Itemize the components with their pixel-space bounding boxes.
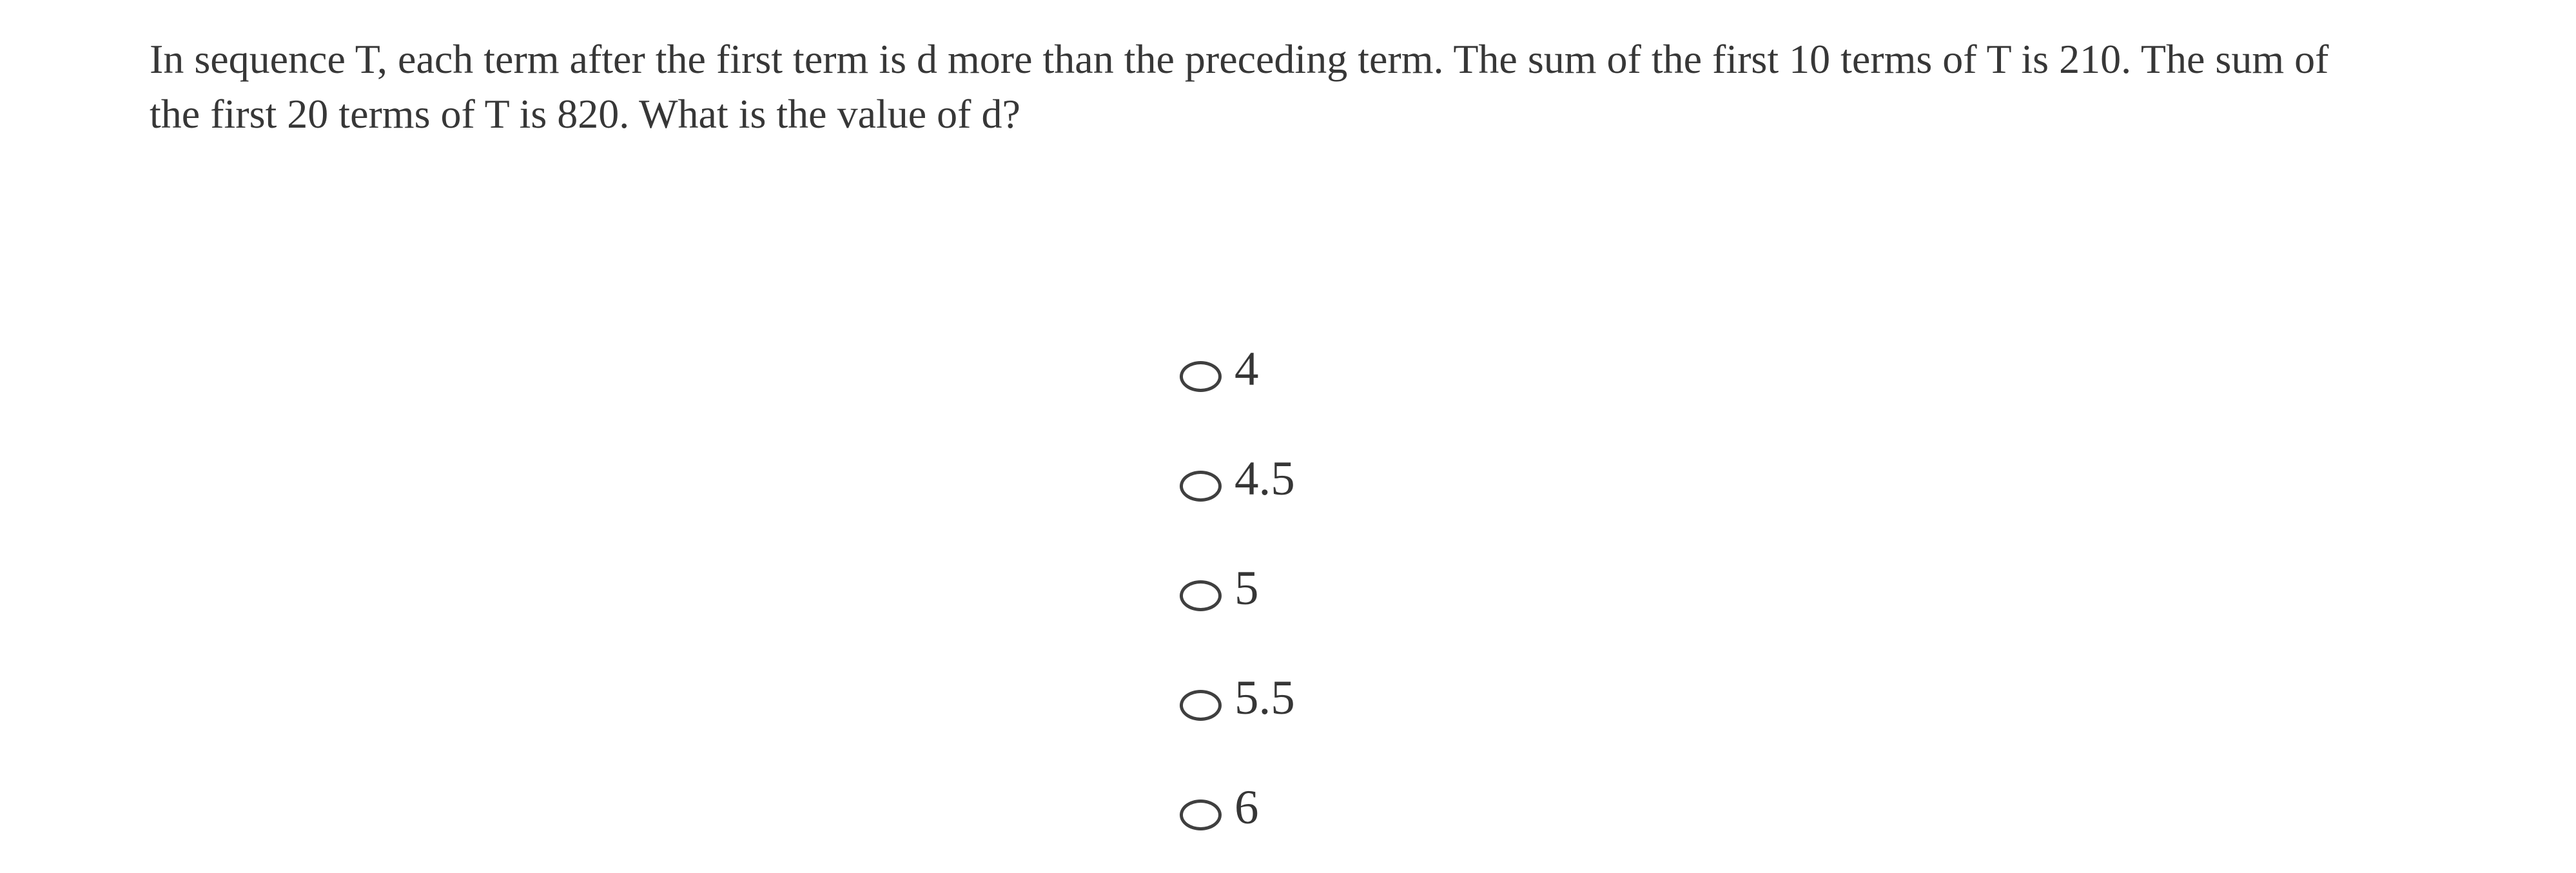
answer-options-group — [1180, 342, 1295, 873]
radio-button-icon[interactable] — [1180, 361, 1222, 392]
option-row-5[interactable] — [1180, 781, 1295, 846]
radio-button-icon[interactable] — [1180, 580, 1222, 611]
option-row-4[interactable] — [1180, 671, 1295, 736]
radio-button-icon[interactable] — [1180, 799, 1222, 830]
option-row-1[interactable] — [1180, 342, 1295, 407]
option-label: 4 — [1234, 342, 1259, 396]
option-label: 5 — [1234, 562, 1259, 615]
question-text: In sequence T, each term after the first term is d more than the preceding term. The sum of the first 10 terms of T is 210. The sum of the first 20 terms of T is 820. What is the value of d? — [150, 36, 2329, 137]
option-row-3[interactable] — [1180, 562, 1295, 627]
radio-button-icon[interactable] — [1180, 471, 1222, 502]
option-label: 4.5 — [1234, 452, 1295, 505]
option-row-2[interactable] — [1180, 452, 1295, 517]
radio-button-icon[interactable] — [1180, 690, 1222, 721]
option-label: 6 — [1234, 781, 1259, 834]
option-label: 5.5 — [1234, 671, 1295, 725]
